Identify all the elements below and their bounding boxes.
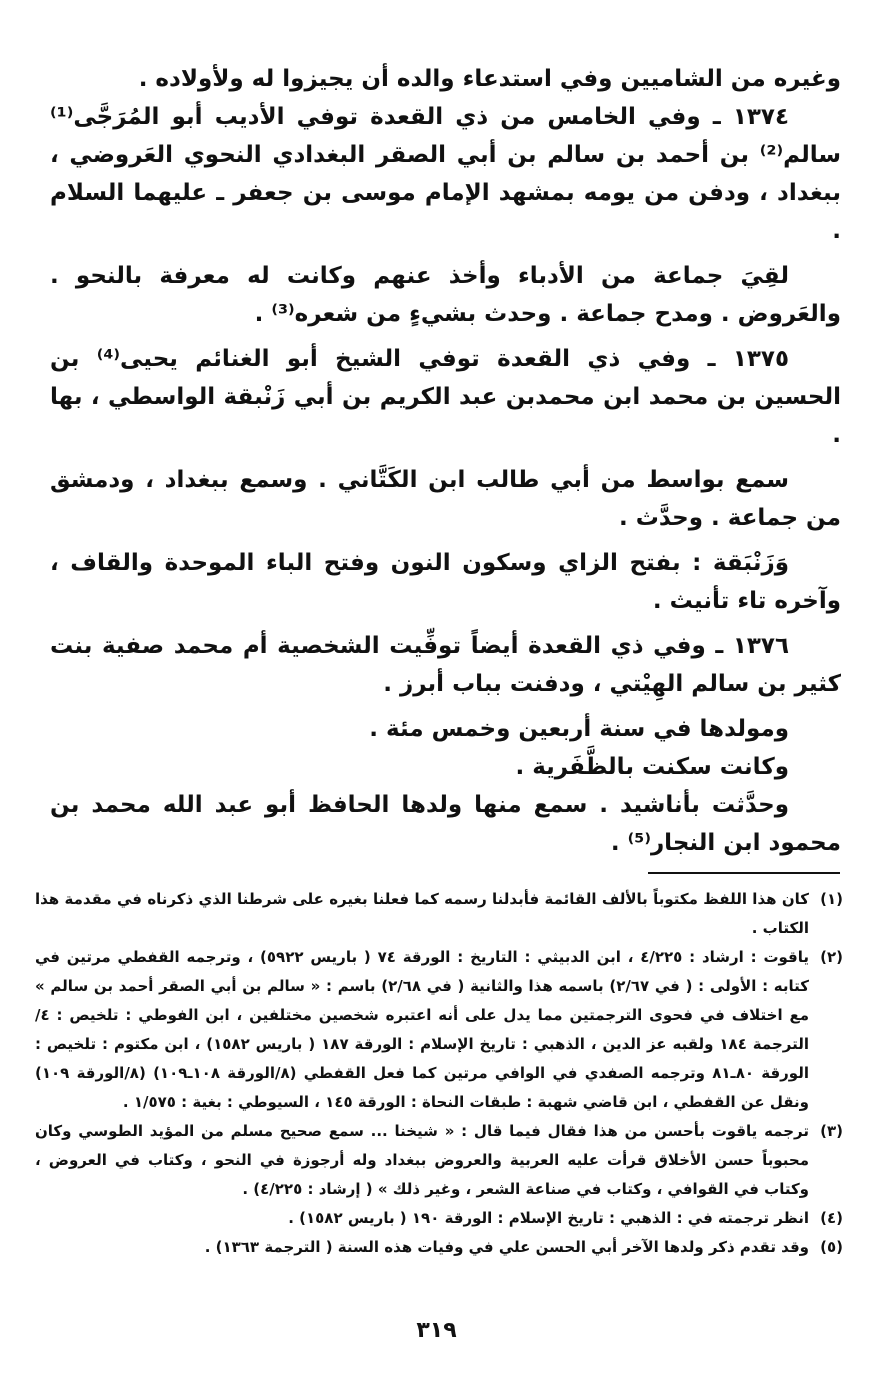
footnote-1: [35, 885, 843, 943]
paragraph-3: لقِيَ جماعة من الأدباء وأخذ عنهم وكانت له معرفة بالنحو . والعَروض . ومدح جماعة . وحدث بشيءٍ من شعره⁽³⁾ .: [50, 263, 841, 327]
paragraph-entry-1376: ١٣٧٦ ـ وفي ذي القعدة أيضاً توفِّيت الشخصية أم محمد صفية بنت كثير بن سالم الهِيْتي ، ودفنت بباب أبرز .: [50, 633, 841, 697]
footnote-5: [35, 1233, 843, 1262]
paragraph-5: سمع بواسط من أبي طالب ابن الكَتَّاني . وسمع ببغداد ، ودمشق من جماعة . وحدَّث .: [50, 467, 841, 531]
footnote-number: (٣): [820, 1122, 843, 1140]
main-text: [50, 60, 841, 869]
paragraph-10: وحدَّثت بأناشيد . سمع منها ولدها الحافظ أبو عبد الله محمد بن محمود ابن النجار⁽⁵⁾ .: [50, 792, 841, 856]
footnote-2: [35, 943, 843, 1117]
paragraph-1: وغيره من الشاميين وفي استدعاء والده أن يجيزوا له ولأولاده .: [138, 66, 841, 92]
footnote-text: وقد تقدم ذكر ولدها الآخر أبي الحسن علي في وفيات هذه السنة ( الترجمة ١٣٦٣) .: [204, 1238, 809, 1256]
footnote-number: (١): [820, 890, 843, 908]
footnote-divider: [648, 872, 840, 874]
footnotes: [35, 885, 843, 1262]
paragraph-9: وكانت سكنت بالظَّفَرية .: [515, 754, 789, 780]
footnote-text: كان هذا اللفظ مكتوباً بالألف القائمة فأبدلنا رسمه كما فعلنا بغيره على شرطنا الذي ذكرناه في مقدمة هذا الكتاب .: [35, 890, 809, 937]
paragraph-6: وَزَنْبَقة : بفتح الزاي وسكون النون وفتح الباء الموحدة والقاف ، وآخره تاء تأنيث .: [50, 550, 841, 614]
paragraph-entry-1375: ١٣٧٥ ـ وفي ذي القعدة توفي الشيخ أبو الغنائم يحيى⁽⁴⁾ بن الحسين بن محمد ابن محمدبن عبد الكريم بن أبي زَنْبقة الواسطي ، بها .: [50, 346, 841, 448]
footnote-number: (٤): [820, 1209, 843, 1227]
paragraph-8: ومولدها في سنة أربعين وخمس مئة .: [369, 716, 789, 742]
paragraph-entry-1374: ١٣٧٤ ـ وفي الخامس من ذي القعدة توفي الأديب أبو المُرَجَّى⁽¹⁾ سالم⁽²⁾ بن أحمد بن سالم بن أبي الصقر البغدادي النحوي العَروضي ، ببغداد ، ودفن من يومه بمشهد الإمام موسى بن جعفر ـ عليهما السلام .: [50, 104, 841, 244]
footnote-number: (٥): [820, 1238, 843, 1256]
page-number: ٣١٩: [416, 1318, 457, 1343]
footnote-text: ترجمه ياقوت بأحسن من هذا فقال فيما قال : « شيخنا ... سمع صحيح مسلم من المؤيد الطوسي وكان محبوباً حسن الأخلاق قرأت عليه العربية والعروض ببغداد وله أرجوزة في النحو ، وكتاب في العروض ، وكتاب في القوافي ، وكتاب في صناعة الشعر ، وغير ذلك » ( إرشاد : ٤/٢٢٥) .: [35, 1122, 809, 1198]
footnote-4: [35, 1204, 843, 1233]
footnote-text: انظر ترجمته في : الذهبي : تاريخ الإسلام : الورقة ١٩٠ ( باريس ١٥٨٢) .: [288, 1209, 809, 1227]
footnote-3: [35, 1117, 843, 1204]
footnote-number: (٢): [820, 948, 843, 966]
footnote-text: ياقوت : ارشاد : ٤/٢٢٥ ، ابن الدبيثي : التاريخ : الورقة ٧٤ ( باريس ٥٩٢٢) ، وترجمه القفطي مرتين في كتابه : الأولى : ( في ٢/٦٧) باسمه هذا والثانية ( في ٢/٦٨) باسم : « سالم بن أبي الصقر أحمد بن سالم » مع اختلاف في فحوى الترجمتين مما يدل على أنه اعتبره شخصين مختلفين ، ابن الفوطي : تلخيص : ٤/الترجمة ١٨٤ ولقبه عز الدين ، الذهبي : تاريخ الإسلام : الورقة ١٨٧ ( باريس ١٥٨٢) ، ابن مكتوم : تلخيص : الورقة ٨٠ـ٨١ وترجمه الصفدي في الوافي مرتين كما فعل القفطي (٨/الورقة ١٠٨ـ١٠٩) (٨/الورقة ١٠٩) ونقل عن القفطي ، ابن قاضي شهبة : طبقات النحاة : الورقة ١٤٥ ، السيوطي : بغية : ١/٥٧٥ .: [35, 948, 810, 1111]
